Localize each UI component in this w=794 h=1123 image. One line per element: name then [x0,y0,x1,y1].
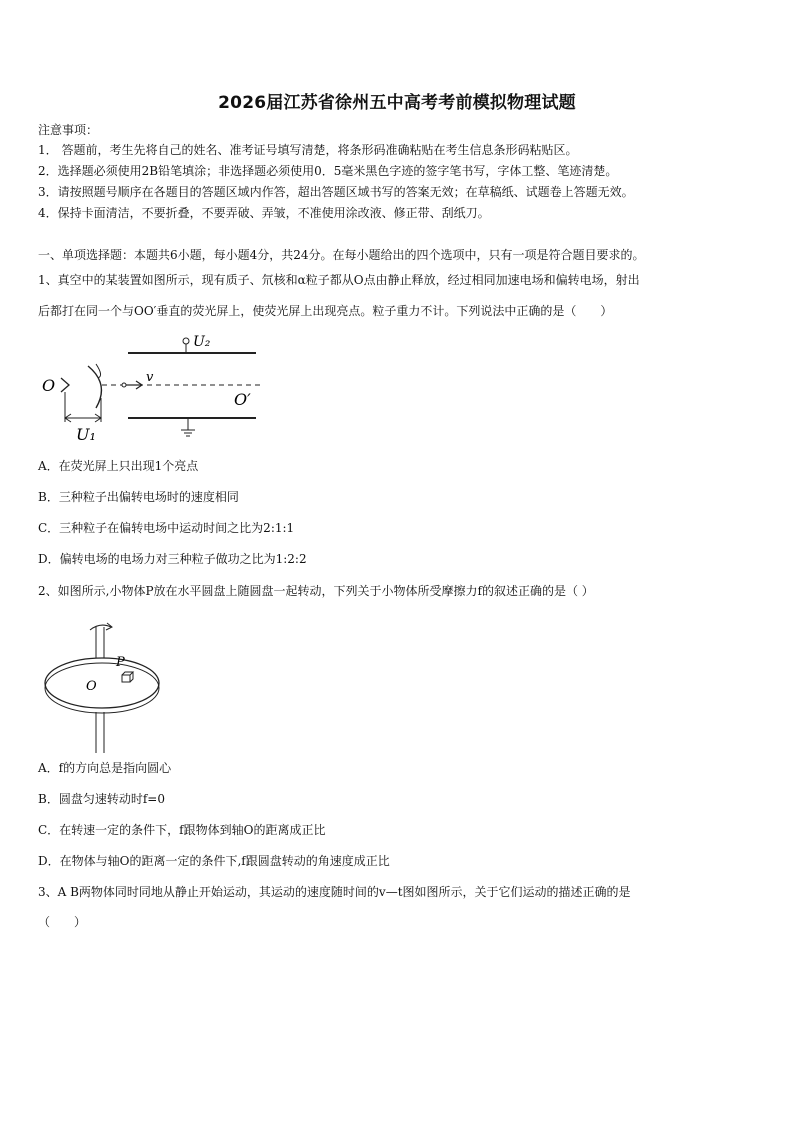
notice-item: 1． 答题前，考生先将自己的姓名、准考证号填写清楚，将条形码准确粘贴在考生信息条形码粘贴区。 [38,143,578,157]
o-label: O [86,679,97,694]
notice-item: 3．请按照题号顺序在各题目的答题区域内作答，超出答题区域书写的答案无效；在草稿纸、试题卷上答题无效。 [38,185,634,199]
question-1-stem-cont: 后都打在同一个与OO′垂直的荧光屏上，使荧光屏上出现亮点。粒子重力不计。下列说法中正确的是（ ） [38,304,613,318]
q2-rotating-disk-figure [38,613,168,755]
notice-item: 2．选择题必须使用2B铅笔填涂；非选择题必须使用0．5毫米黑色字迹的签字笔书写，字体工整、笔迹清楚。 [38,164,618,178]
option-a: A．在荧光屏上只出现1个亮点 [38,459,199,473]
option-a: A．f的方向总是指向圆心 [38,761,172,775]
v-label: v [146,370,154,385]
u1-label: U₁ [76,425,96,444]
option-b: B．三种粒子出偏转电场时的速度相同 [38,490,239,504]
q1-accelerator-figure [38,326,278,448]
option-c: C．三种粒子在偏转电场中运动时间之比为2:1:1 [38,521,295,535]
option-c: C．在转速一定的条件下，f跟物体到轴O的距离成正比 [38,823,326,837]
p-label: P [116,655,125,670]
page-title: 2026届江苏省徐州五中高考考前模拟物理试题 [218,93,576,113]
option-b: B．圆盘匀速转动时f=0 [38,792,165,806]
option-d: D．在物体与轴O的距离一定的条件下,f跟圆盘转动的角速度成正比 [38,854,390,868]
question-1-stem: 1、真空中的某装置如图所示，现有质子、氘核和α粒子都从O点由静止释放，经过相同加速电场和偏转电场，射出 [38,273,640,287]
notice-heading: 注意事项： [38,123,99,137]
o-label: O [42,376,56,395]
section-heading: 一、单项选择题：本题共6小题，每小题4分，共24分。在每小题给出的四个选项中，只有一项是符合题目要求的。 [38,248,645,262]
question-3-stem-cont: （ ） [38,915,87,929]
question-2-stem: 2、如图所示,小物体P放在水平圆盘上随圆盘一起转动，下列关于小物体所受摩擦力f的叙述正确的是（ ） [38,584,594,598]
question-3-stem: 3、A B两物体同时同地从静止开始运动，其运动的速度随时间的v—t图如图所示，关于它们运动的描述正确的是 [38,885,631,899]
notice-item: 4．保持卡面清洁，不要折叠，不要弄破、弄皱，不准使用涂改液、修正带、刮纸刀。 [38,206,490,220]
u2-label: U₂ [193,334,211,350]
o-prime-label: O′ [234,390,251,409]
option-d: D．偏转电场的电场力对三种粒子做功之比为1:2:2 [38,552,307,566]
